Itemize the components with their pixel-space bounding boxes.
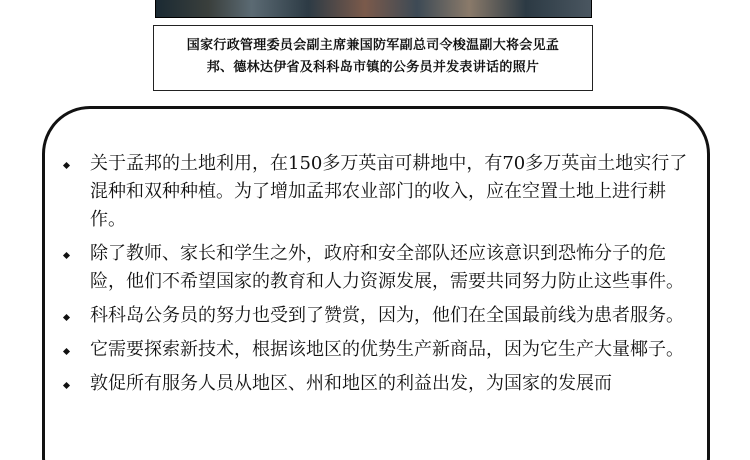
diamond-bullet-icon [63, 314, 70, 321]
bullet-list [63, 150, 693, 404]
list-item [63, 302, 693, 330]
caption-line-2: 邦、德林达伊省及科科岛市镇的公务员并发表讲话的照片 [206, 60, 540, 75]
diamond-bullet-icon [63, 162, 70, 169]
list-item [63, 370, 693, 398]
list-item [63, 150, 693, 234]
photo [155, 0, 592, 18]
photo-caption-box [153, 25, 593, 91]
diamond-bullet-icon [63, 252, 70, 259]
bullet-text: 它需要探索新技术，根据该地区的优势生产新商品，因为它生产大量椰子。 [90, 339, 684, 360]
list-item [63, 240, 693, 296]
bullet-text: 关于孟邦的土地利用，在150多万英亩可耕地中，有70多万英亩土地实行了混种和双种种植。为了增加孟邦农业部门的收入，应在空置土地上进行耕作。 [90, 153, 688, 230]
bullet-text: 除了教师、家长和学生之外，政府和安全部队还应该意识到恐怖分子的危险，他们不希望国家的教育和人力资源发展，需要共同努力防止这些事件。 [90, 243, 684, 292]
bullet-text: 科科岛公务员的努力也受到了赞赏，因为，他们在全国最前线为患者服务。 [90, 305, 684, 326]
list-item [63, 336, 693, 364]
bullet-text: 敦促所有服务人员从地区、州和地区的利益出发，为国家的发展而 [90, 373, 612, 394]
diamond-bullet-icon [63, 382, 70, 389]
diamond-bullet-icon [63, 348, 70, 355]
caption-line-1: 国家行政管理委员会副主席兼国防军副总司令梭温副大将会见孟 [186, 38, 560, 53]
